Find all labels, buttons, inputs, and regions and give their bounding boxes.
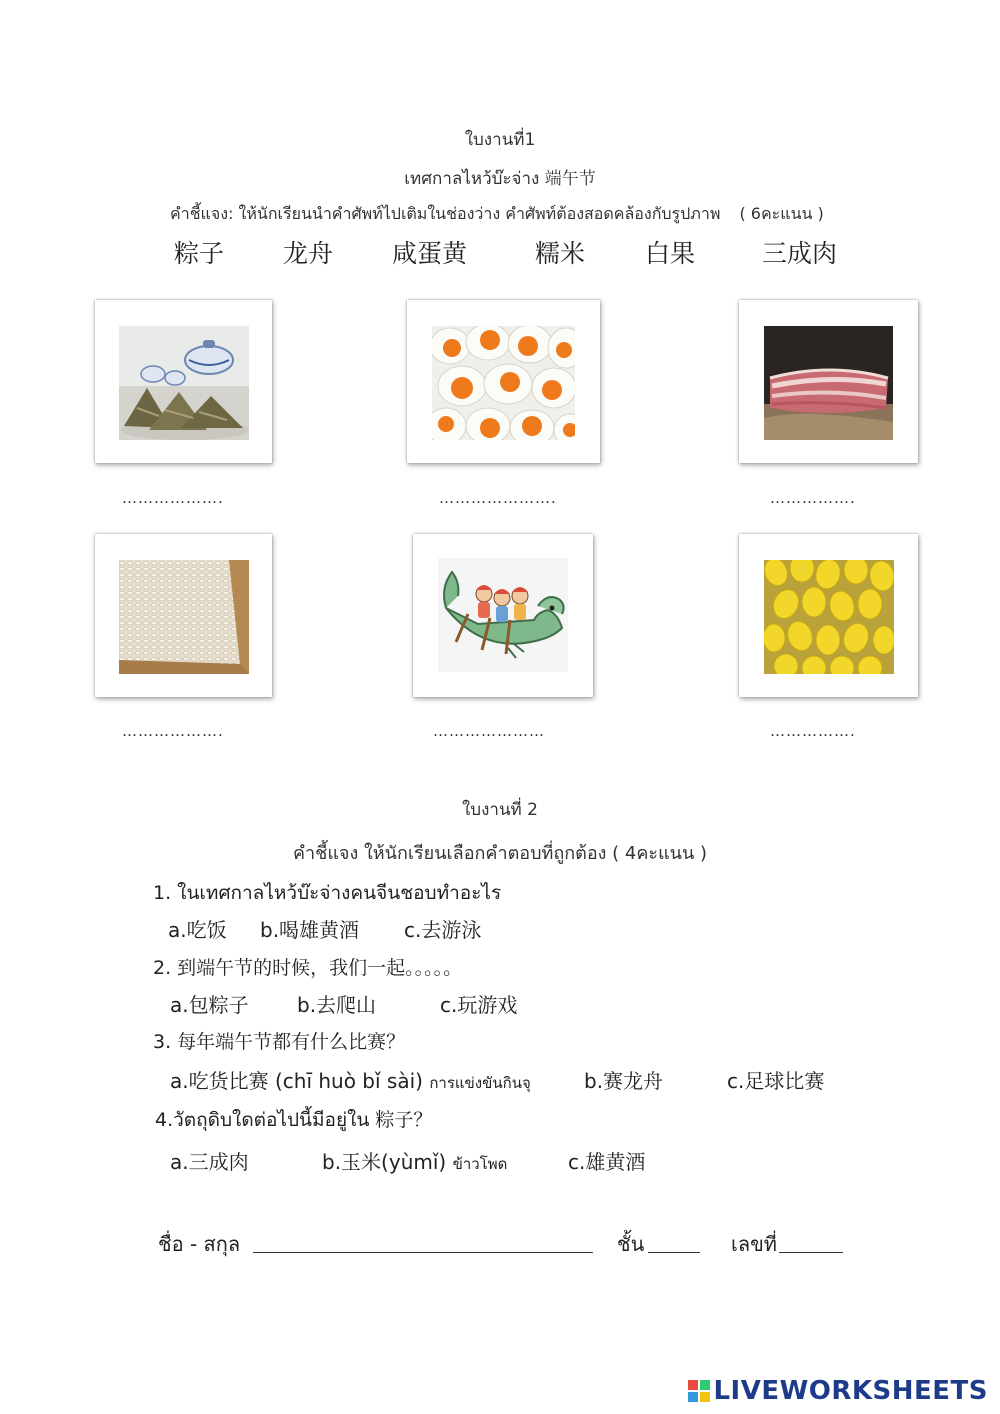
question-1: 1. ในเทศกาลไหว้บ๊ะจ่างคนจีนชอบทำอะไร [153, 882, 502, 904]
answer-blank[interactable]: ………………. [122, 489, 224, 507]
liveworksheets-logo [688, 1376, 988, 1406]
glutinous-rice-icon [119, 560, 249, 674]
option-b[interactable]: b.去爬山 [297, 993, 377, 1017]
name-field[interactable] [253, 1232, 593, 1253]
word-bank-item: 咸蛋黄 [392, 239, 468, 268]
option-a[interactable] [170, 1065, 531, 1095]
answer-blank[interactable]: ………………… [433, 722, 545, 740]
option-a-note: การแข่งขันกินจุ [429, 1074, 531, 1092]
question-4: 4.วัตถุดิบใดต่อไปนี้มีอยู่ใน 粽子？ [155, 1109, 433, 1131]
option-b[interactable] [322, 1146, 507, 1176]
festival-subtitle: เทศกาลไหว้บ๊ะจ่าง 端午节 [404, 169, 596, 189]
option-a[interactable]: a.包粽子 [170, 993, 249, 1017]
score-1: ( 6คะแนน ) [739, 204, 824, 223]
pork-belly-icon [764, 326, 893, 440]
name-label: ชื่อ - สกุล [158, 1232, 241, 1256]
number-label: เลขที่ [731, 1232, 777, 1256]
option-c[interactable]: c.玩游戏 [440, 993, 518, 1017]
option-b-text: b.玉米(yùmǐ) [322, 1150, 447, 1174]
zongzi-tea-icon [119, 326, 249, 440]
worksheet-2-title: ใบงานที่ 2 [462, 800, 538, 820]
zongzi-tea-photo [95, 300, 272, 463]
option-c[interactable]: c.足球比赛 [727, 1069, 825, 1093]
option-b[interactable]: b.喝雄黄酒 [260, 918, 360, 942]
liveworksheets-mark-icon [688, 1380, 710, 1402]
salted-egg-photo [407, 300, 600, 463]
option-a[interactable]: a.三成肉 [170, 1150, 249, 1174]
instruction-2: คำชี้แจง ให้นักเรียนเลือกคำตอบที่ถูกต้อง ( 4คะแนน ) [292, 843, 708, 864]
ginkgo-nut-icon [764, 560, 894, 674]
answer-blank[interactable]: ……………. [770, 722, 856, 740]
option-c[interactable]: c.雄黄酒 [568, 1150, 646, 1174]
answer-blank[interactable]: …………………. [439, 489, 557, 507]
instruction-1-text: คำชี้แจง: ให้นักเรียนนำคำศัพท์ไปเติมในช่องว่าง คำศัพท์ต้องสอดคล้องกับรูปภาพ [170, 204, 721, 223]
glutinous-rice-photo [95, 534, 272, 697]
word-bank-item: 三成肉 [762, 239, 838, 268]
worksheet-1-title: ใบงานที่1 [464, 130, 536, 150]
word-bank-item: 粽子 [174, 239, 225, 268]
question-2: 2. 到端午节的时候，我们一起。。。。。 [153, 957, 463, 979]
instruction-1 [170, 202, 870, 227]
option-b[interactable]: b.赛龙舟 [584, 1069, 664, 1093]
class-label: ชั้น [617, 1232, 645, 1256]
word-bank-item: 龙舟 [283, 239, 334, 268]
logo-text: LIVEWORKSHEETS [713, 1376, 988, 1406]
answer-blank[interactable]: ……………. [770, 489, 856, 507]
pork-belly-photo [739, 300, 918, 463]
answer-blank[interactable]: ………………. [122, 722, 224, 740]
question-3: 3. 每年端午节都有什么比赛？ [153, 1031, 406, 1053]
word-bank-item: 白果 [645, 239, 696, 268]
dragon-boat-icon [438, 558, 568, 672]
number-field[interactable] [779, 1232, 843, 1253]
option-c[interactable]: c.去游泳 [404, 918, 482, 942]
class-field[interactable] [648, 1232, 700, 1253]
word-bank-item: 糯米 [535, 239, 586, 268]
option-a[interactable]: a.吃饭 [168, 918, 227, 942]
option-b-note: ข้าวโพด [452, 1155, 508, 1173]
option-a-text: a.吃货比赛 (chī huò bǐ sài) [170, 1069, 423, 1093]
dragon-boat-illustration [413, 534, 593, 697]
salted-egg-icon [432, 326, 575, 440]
ginkgo-nut-photo [739, 534, 918, 697]
